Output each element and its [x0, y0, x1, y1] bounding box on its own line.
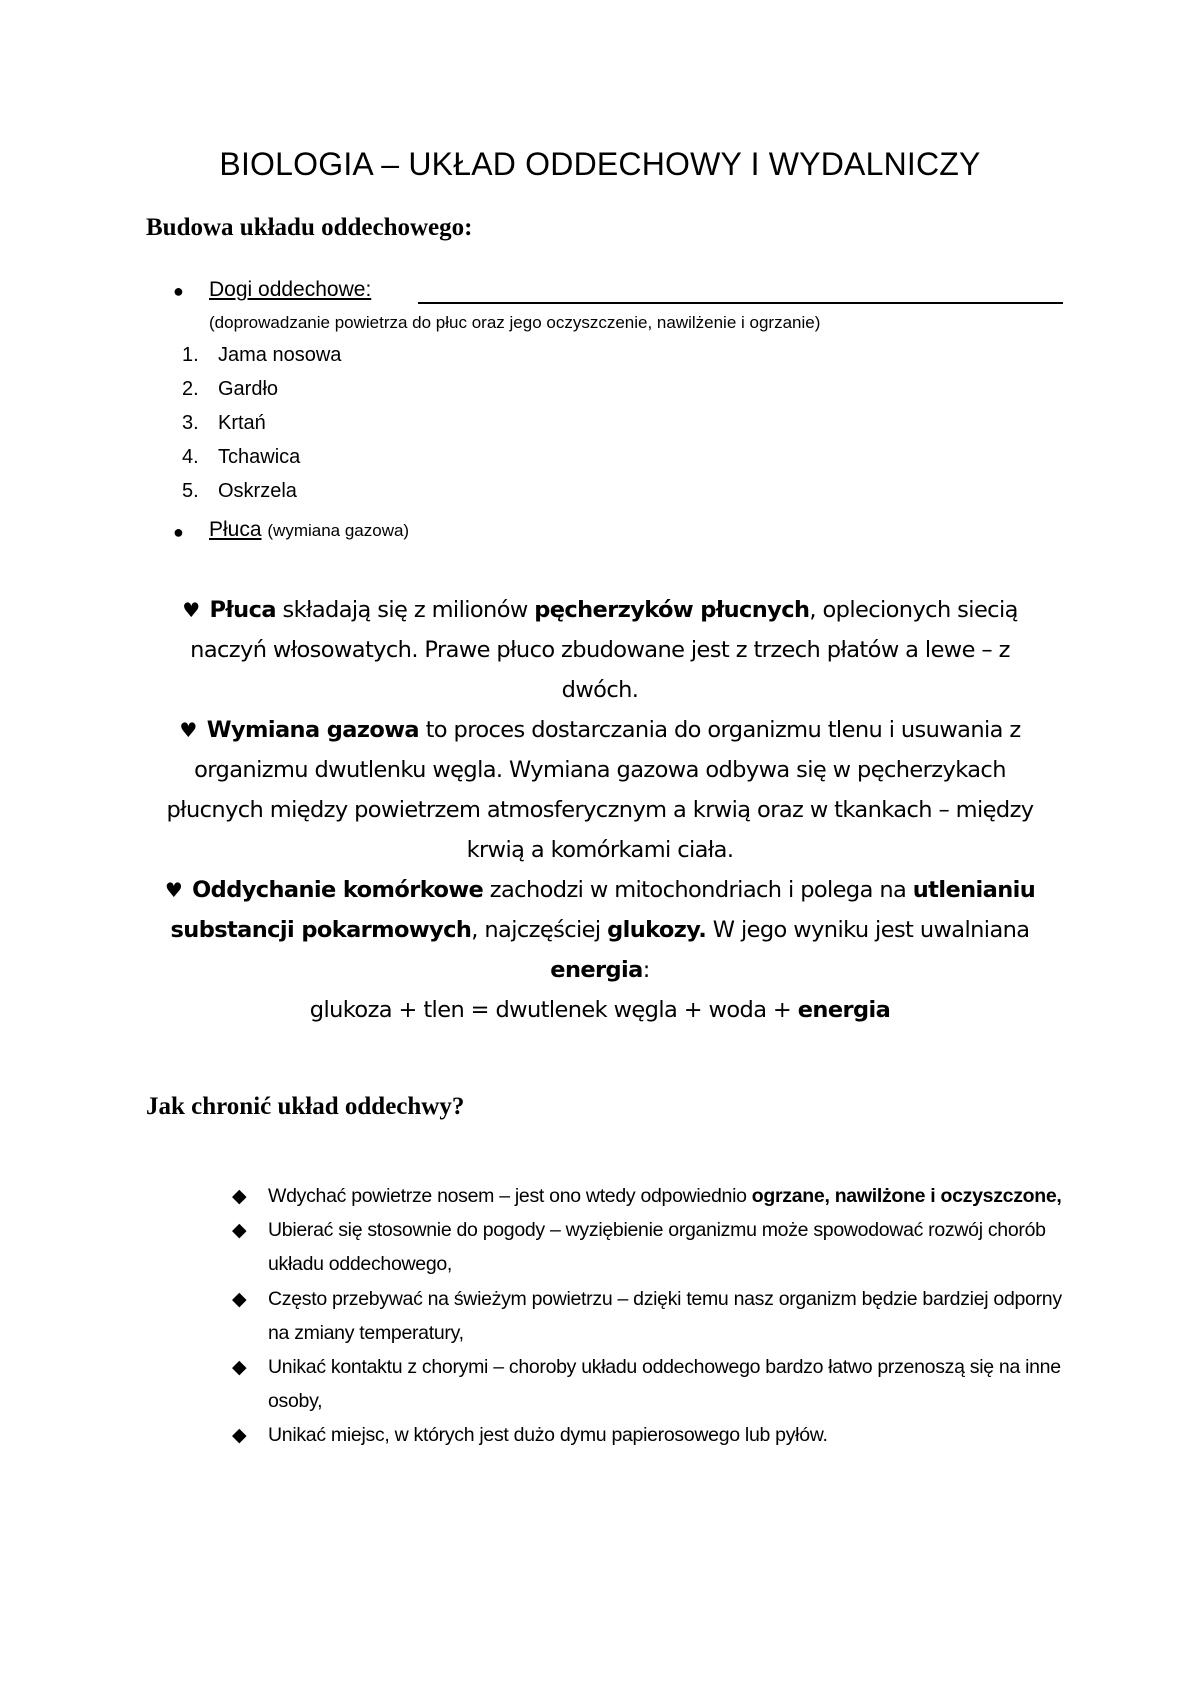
lungs-label: Płuca — [209, 518, 262, 541]
bullet-lungs — [209, 518, 409, 542]
list-item: 4. Tchawica — [182, 446, 301, 468]
section-heading-structure: Budowa układu oddechowego: — [146, 214, 473, 241]
diamond-bullet-icon: ◆ — [232, 1425, 247, 1447]
heart-icon: ♥ — [179, 718, 197, 742]
airways-label: Dogi oddechowe: — [209, 278, 372, 301]
list-item: ◆ Wdychać powietrze nosem – jest ono wtedy odpowiednio ogrzane, nawilżone i oczyszczone, — [232, 1179, 1072, 1213]
bullet-airways — [209, 278, 371, 302]
diamond-bullet-icon: ◆ — [232, 1357, 247, 1379]
list-item: 1. Jama nosowa — [182, 344, 342, 366]
list-item: ◆ Często przebywać na świeżym powietrzu – dzięki temu nasz organizm będzie bardziej odporny na zmiany temperatury, — [232, 1282, 1072, 1350]
paragraph-cellular-respiration: ♥ Oddychanie komórkowe zachodzi w mitochondriach i polega na utlenianiu substancji pokarmowych, najczęściej glukozy. W jego wyniku jest uwalniana energia: glukoza + tlen = dwutlenek węgla + woda + energia — [164, 877, 1036, 1023]
list-item: 5. Oskrzela — [182, 480, 297, 502]
diamond-bullet-icon: ◆ — [232, 1220, 247, 1242]
protection-list — [232, 1179, 1072, 1453]
list-item: ◆ Unikać kontaktu z chorymi – choroby układu oddechowego bardzo łatwo przenoszą się na inne osoby, — [232, 1350, 1072, 1418]
document-title: BIOLOGIA – UKŁAD ODDECHOWY I WYDALNICZY — [219, 146, 981, 182]
bullet-dot-icon: ● — [173, 281, 184, 301]
paragraph-lungs: ♥ Płuca składają się z milionów pęcherzyków płucnych, oplecionych siecią naczyń włosowatych. Prawe płuco zbudowane jest z trzech płatów a lewe – z dwóch. — [182, 597, 1018, 703]
heart-icon: ♥ — [182, 598, 200, 622]
diamond-bullet-icon: ◆ — [232, 1288, 247, 1310]
bullet-dot-icon: ● — [173, 522, 184, 542]
paragraph-gas-exchange: ♥ Wymiana gazowa to proces dostarczania do organizmu tlenu i usuwania z organizmu dwutlenku węgla. Wymiana gazowa odbywa się w pęcherzykach płucnych między powietrzem atmosferycznym a krwią oraz w tkankach – między krwią a komórkami ciała. — [166, 717, 1034, 863]
list-item: 3. Krtań — [182, 412, 266, 434]
section-heading-protection: Jak chronić układ oddechwy? — [146, 1093, 465, 1120]
list-item: ◆ Ubierać się stosownie do pogody – wyziębienie organizmu może spowodować rozwój chorób układu oddechowego, — [232, 1213, 1072, 1281]
lungs-note: (wymiana gazowa) — [267, 521, 410, 540]
underline-rule — [418, 302, 1063, 304]
list-item: ◆ Unikać miejsc, w których jest dużo dymu papierosowego lub pyłów. — [232, 1418, 1072, 1452]
heart-icon: ♥ — [164, 878, 183, 902]
airways-note: (doprowadzanie powietrza do płuc oraz jego oczyszczenie, nawilżenie i ogrzanie) — [209, 313, 821, 332]
list-item: 2. Gardło — [182, 378, 279, 400]
diamond-bullet-icon: ◆ — [232, 1186, 247, 1207]
equation: glukoza + tlen = dwutlenek węgla + woda + energia — [309, 997, 891, 1023]
